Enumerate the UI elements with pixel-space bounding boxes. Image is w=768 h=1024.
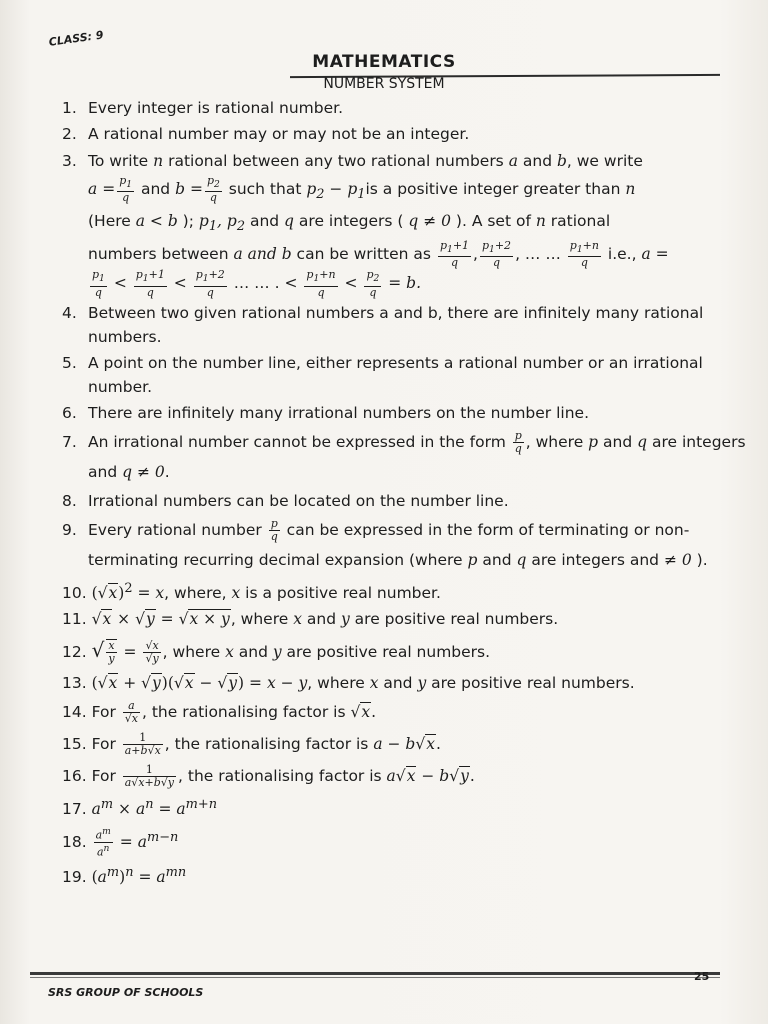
item-number: 11. — [62, 609, 87, 628]
footer-school-name: SRS GROUP OF SCHOOLS — [48, 986, 204, 999]
list-item — [62, 301, 752, 349]
fraction: $\frac{p_1+2}{q}$ — [195, 268, 225, 299]
fraction: $\frac{p_1}{q}$ — [92, 268, 105, 299]
fraction: $\frac{x}{y}$ — [108, 639, 115, 666]
list-item: 18. $\frac{a^m}{a^n}$ = $a^{m-n}$ — [62, 826, 179, 859]
fraction: $\frac{p_1+n}{q}$ — [569, 239, 599, 270]
list-item: 3. To write n rational between any two rational numbers a and b, we write a = $\frac{p_1}{q}$ and b = $\frac{p_2}{q}$ such that $p_2 - p_1is$ a positive integer greater than n (Here a < b ); $p_1$, $p_2$ and q are integers ( q ≠ 0 ). A set of n rational numbers between a and b can be written as $\frac{p_1+1}{q}$ , $\frac{p_1+2}{q}$ , … … $\frac{p_1+n}{q}$ i.e., a = $\frac{p_1}{q}$ < $\frac{p_1+1}{q}$ < $\frac{p_1+2}{q}$ … … . < $\frac{p_1+n}{q}$ < $\frac{p_2}{q}$ = b. — [62, 148, 752, 299]
page-subtitle: NUMBER SYSTEM — [323, 76, 445, 92]
item-number: 16. — [62, 766, 87, 785]
fraction: $\frac{1}{a+b√x}$ — [124, 730, 161, 757]
item-number: 9. — [62, 520, 77, 539]
item-text: Irrational numbers can be located on the number line. — [88, 491, 509, 510]
item-number: 1. — [62, 99, 77, 117]
points-list — [62, 96, 752, 891]
list-item — [62, 351, 752, 399]
item-text: A point on the number line, either represents a rational number or an irrational number. — [88, 353, 703, 396]
item-number: 6. — [62, 403, 77, 422]
page-number: 25 — [694, 970, 710, 983]
item-number: 3. — [62, 152, 77, 170]
fraction: $\frac{p}{q}$ — [270, 516, 278, 543]
fraction: $\frac{p_2}{q}$ — [366, 268, 380, 299]
item-text: Between two given rational numbers a and b, there are infinitely many rational numbers. — [88, 303, 704, 346]
list-item — [62, 96, 752, 120]
item-number: 13. — [62, 673, 87, 692]
item-number: 19. — [62, 867, 87, 886]
fraction: $\frac{p_2}{q}$ — [206, 174, 220, 205]
item-text: Every integer is rational number. — [88, 99, 343, 117]
fraction: $\frac{p_1+1}{q}$ — [135, 268, 165, 299]
item-number: 4. — [62, 303, 77, 322]
fraction: $\frac{1}{a√x+b√y}$ — [124, 762, 175, 789]
list-item: 14. For $\frac{a}{√x}$ , the rationalising factor is √x. — [62, 698, 377, 725]
fraction: $\frac{p_1}{q}$ — [119, 174, 133, 205]
item-number: 5. — [62, 353, 77, 372]
fraction: $\frac{p_1+1}{q}$ — [439, 239, 470, 270]
item-text: A rational number may or may not be an integer. — [88, 125, 470, 143]
fraction: $\frac{p}{q}$ — [514, 428, 522, 455]
list-item: 11. √x × √y = √x × y, where x and y are positive real numbers. — [62, 609, 559, 628]
fraction: $\frac{p_1+2}{q}$ — [481, 239, 512, 270]
list-item — [62, 401, 752, 425]
list-item: 10. $(√x)^2 = x$, where, x is a positive real number. — [62, 580, 441, 602]
list-item — [62, 489, 752, 513]
fraction: $\frac{p_1+n}{q}$ — [306, 268, 336, 299]
item-text: There are infinitely many irrational numbers on the number line. — [88, 403, 589, 422]
item-number: 14. — [62, 702, 87, 721]
list-item: 17. $a^m \times a^n = a^{m+n}$ — [62, 796, 218, 818]
list-item: 12. √ $\frac{x}{y}$ = $\frac{√x}{√y}$ , where x and y are positive real numbers. — [62, 637, 491, 666]
item-number: 10. — [62, 583, 87, 602]
fraction: $\frac{√x}{√y}$ — [145, 638, 159, 665]
class-label: CLASS: 9 — [48, 28, 105, 49]
item-number: 2. — [62, 125, 77, 143]
list-item: 19. $(a^m)^n = a^{mn}$ — [62, 864, 187, 886]
list-item: 9. Every rational number $\frac{p}{q}$ can be expressed in the form of terminating or non-terminating recurring decimal expansion (where p and q are integers and ≠ 0 ). — [62, 516, 708, 569]
list-item: 7. An irrational number cannot be expressed in the form $\frac{p}{q}$ , where p and q are integers and q ≠ 0. — [62, 428, 746, 481]
item-number: 18. — [62, 833, 87, 852]
item-number: 17. — [62, 799, 87, 818]
fraction: $\frac{a}{√x}$ — [124, 698, 138, 725]
fraction: $\frac{a^m}{a^n}$ — [95, 826, 111, 859]
footer-rule-thin — [30, 977, 720, 978]
item-number: 15. — [62, 734, 87, 753]
list-item: 13. (√x + √y)(√x − √y) = x − y, where x and y are positive real numbers. — [62, 673, 635, 692]
list-item — [62, 122, 752, 146]
item-number: 12. — [62, 642, 87, 661]
list-item: 15. For $\frac{1}{a+b√x}$ , the rationalising factor is a − b√x. — [62, 730, 441, 757]
footer-rule — [30, 972, 720, 975]
list-item: 16. For $\frac{1}{a√x+b√y}$ , the rationalising factor is a√x − b√y. — [62, 762, 475, 789]
item-number: 8. — [62, 491, 77, 510]
page-title: MATHEMATICS — [312, 52, 456, 72]
item-number: 7. — [62, 432, 77, 451]
